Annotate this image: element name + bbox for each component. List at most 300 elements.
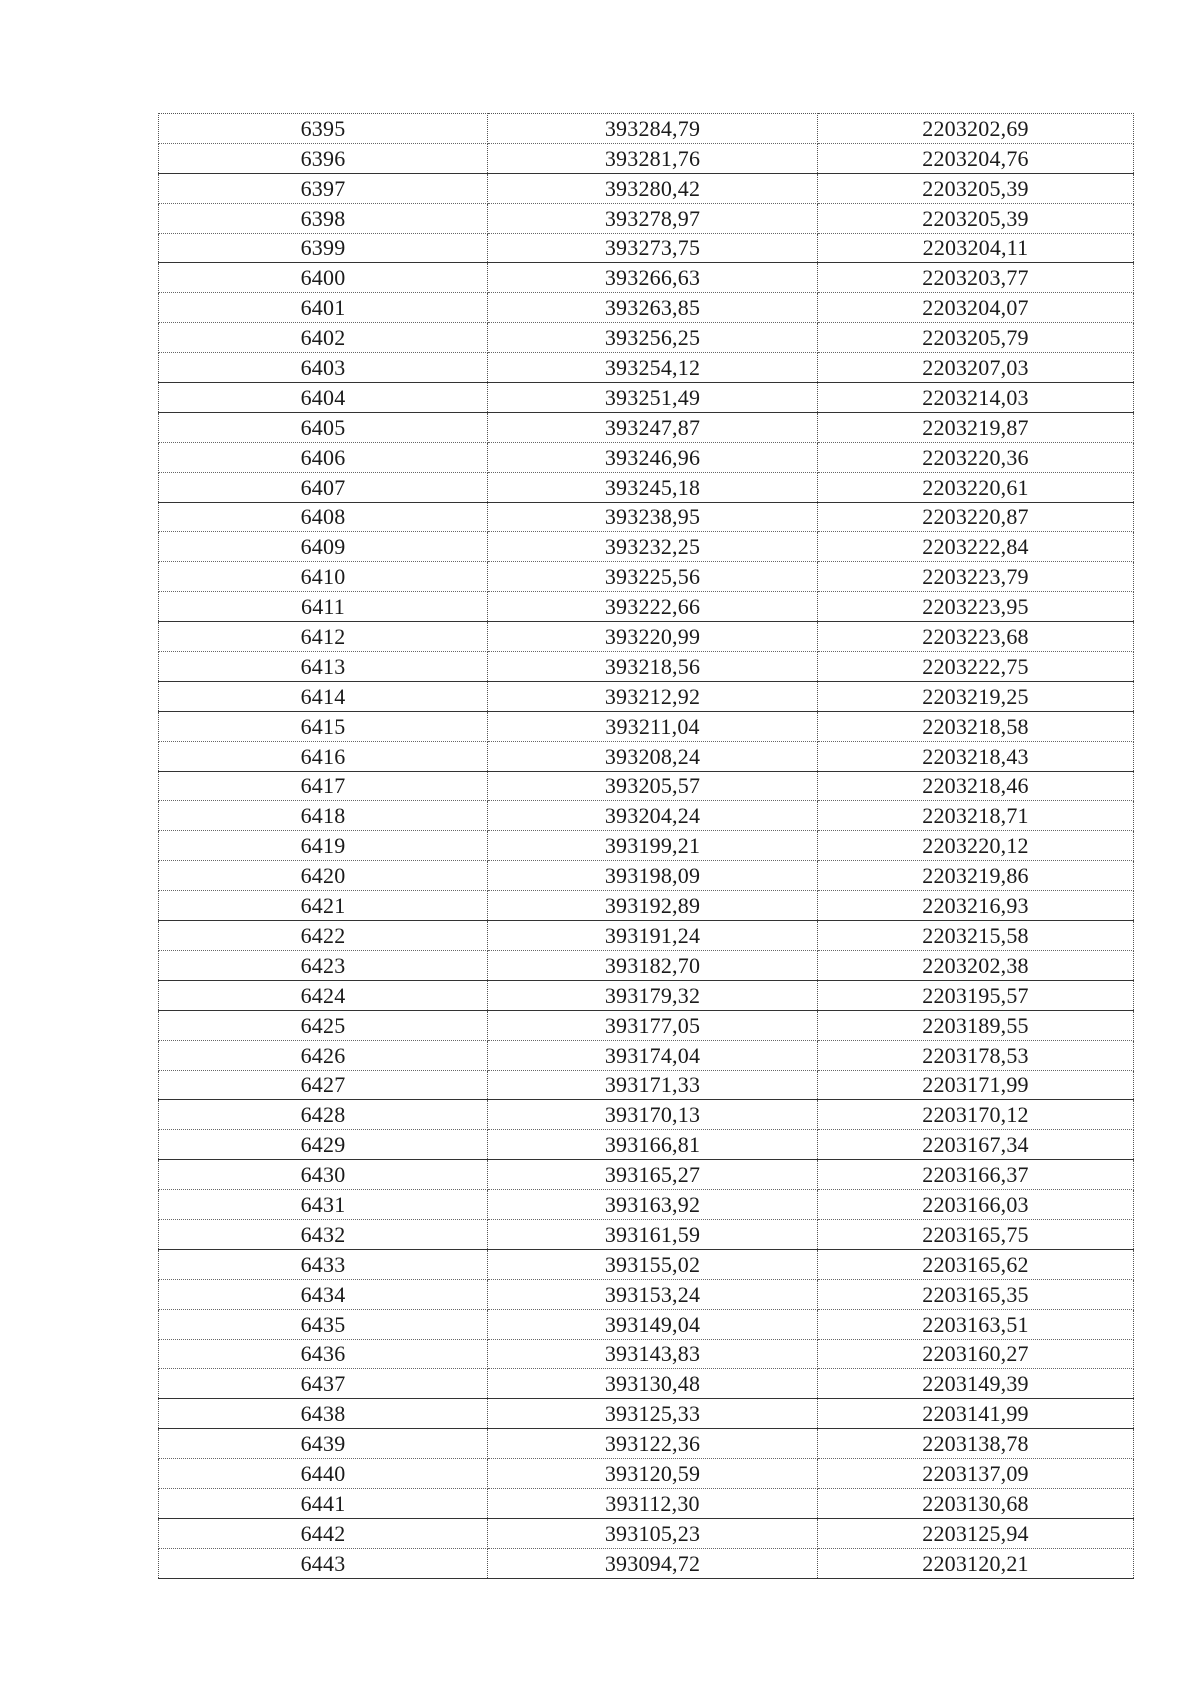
cell-text: 393256,25 xyxy=(604,325,701,351)
table-row xyxy=(159,1100,1134,1130)
table-row xyxy=(159,293,1134,323)
cell-text: 6400 xyxy=(300,265,346,291)
cell-text: 393166,81 xyxy=(604,1132,701,1158)
y-coordinate-cell xyxy=(818,1339,1134,1369)
y-coordinate-cell xyxy=(818,1160,1134,1190)
cell-text: 2203219,87 xyxy=(922,414,1029,440)
x-coordinate-cell xyxy=(488,233,818,263)
cell-text: 2203166,37 xyxy=(922,1162,1029,1188)
cell-text: 6427 xyxy=(300,1072,346,1098)
cell-text: 393122,36 xyxy=(604,1431,701,1457)
cell-text: 2203214,03 xyxy=(922,384,1029,410)
cell-text: 393281,76 xyxy=(604,145,701,171)
table-row xyxy=(159,1130,1134,1160)
x-coordinate-cell xyxy=(488,921,818,951)
y-coordinate-cell xyxy=(818,1100,1134,1130)
x-coordinate-cell xyxy=(488,263,818,293)
point-number-cell xyxy=(159,323,488,353)
table-row xyxy=(159,353,1134,383)
cell-text: 2203163,51 xyxy=(922,1311,1029,1337)
cell-text: 393280,42 xyxy=(604,175,701,201)
y-coordinate-cell xyxy=(818,203,1134,233)
cell-text: 2203160,27 xyxy=(922,1341,1029,1367)
cell-text: 6402 xyxy=(300,325,346,351)
cell-text: 6414 xyxy=(300,683,346,709)
x-coordinate-cell xyxy=(488,1399,818,1429)
cell-text: 2203218,58 xyxy=(922,713,1029,739)
table-row xyxy=(159,114,1134,144)
x-coordinate-cell xyxy=(488,1070,818,1100)
cell-text: 6405 xyxy=(300,414,346,440)
cell-text: 2203125,94 xyxy=(922,1520,1029,1546)
cell-text: 2203141,99 xyxy=(922,1401,1029,1427)
x-coordinate-cell xyxy=(488,891,818,921)
table-row xyxy=(159,502,1134,532)
x-coordinate-cell xyxy=(488,1249,818,1279)
y-coordinate-cell xyxy=(818,1040,1134,1070)
cell-text: 6436 xyxy=(300,1341,346,1367)
point-number-cell xyxy=(159,1399,488,1429)
y-coordinate-cell xyxy=(818,1190,1134,1220)
cell-text: 393205,57 xyxy=(604,773,701,799)
y-coordinate-cell xyxy=(818,532,1134,562)
point-number-cell xyxy=(159,233,488,263)
point-number-cell xyxy=(159,891,488,921)
cell-text: 393165,27 xyxy=(604,1162,701,1188)
cell-text: 393112,30 xyxy=(605,1490,700,1516)
point-number-cell xyxy=(159,1190,488,1220)
y-coordinate-cell xyxy=(818,442,1134,472)
cell-text: 2203170,12 xyxy=(922,1102,1029,1128)
cell-text: 2203205,79 xyxy=(922,325,1029,351)
y-coordinate-cell xyxy=(818,173,1134,203)
x-coordinate-cell xyxy=(488,1309,818,1339)
y-coordinate-cell xyxy=(818,711,1134,741)
cell-text: 393208,24 xyxy=(604,743,701,769)
cell-text: 6396 xyxy=(300,145,346,171)
cell-text: 6426 xyxy=(300,1042,346,1068)
cell-text: 393254,12 xyxy=(604,355,701,381)
cell-text: 393174,04 xyxy=(604,1042,701,1068)
table-row xyxy=(159,412,1134,442)
table-row xyxy=(159,143,1134,173)
cell-text: 6424 xyxy=(300,982,346,1008)
x-coordinate-cell xyxy=(488,472,818,502)
table-row xyxy=(159,1190,1134,1220)
x-coordinate-cell xyxy=(488,562,818,592)
cell-text: 6395 xyxy=(300,115,346,141)
y-coordinate-cell xyxy=(818,562,1134,592)
point-number-cell xyxy=(159,293,488,323)
cell-text: 393273,75 xyxy=(604,235,701,261)
x-coordinate-cell xyxy=(488,1488,818,1518)
cell-text: 2203220,87 xyxy=(922,504,1029,530)
y-coordinate-cell xyxy=(818,1459,1134,1489)
y-coordinate-cell xyxy=(818,861,1134,891)
point-number-cell xyxy=(159,831,488,861)
y-coordinate-cell xyxy=(818,1130,1134,1160)
cell-text: 393094,72 xyxy=(604,1550,701,1576)
x-coordinate-cell xyxy=(488,353,818,383)
point-number-cell xyxy=(159,622,488,652)
y-coordinate-cell xyxy=(818,1399,1134,1429)
point-number-cell xyxy=(159,173,488,203)
cell-text: 6435 xyxy=(300,1311,346,1337)
point-number-cell xyxy=(159,442,488,472)
y-coordinate-cell xyxy=(818,801,1134,831)
cell-text: 393198,09 xyxy=(604,863,701,889)
cell-text: 2203203,77 xyxy=(922,265,1029,291)
x-coordinate-cell xyxy=(488,532,818,562)
y-coordinate-cell xyxy=(818,681,1134,711)
table-row xyxy=(159,173,1134,203)
point-number-cell xyxy=(159,1040,488,1070)
cell-text: 6419 xyxy=(300,833,346,859)
x-coordinate-cell xyxy=(488,1429,818,1459)
cell-text: 393212,92 xyxy=(604,683,701,709)
point-number-cell xyxy=(159,114,488,144)
point-number-cell xyxy=(159,502,488,532)
cell-text: 2203223,79 xyxy=(922,564,1029,590)
x-coordinate-cell xyxy=(488,801,818,831)
cell-text: 6398 xyxy=(300,205,346,231)
table-row xyxy=(159,1219,1134,1249)
y-coordinate-cell xyxy=(818,1070,1134,1100)
point-number-cell xyxy=(159,1459,488,1489)
point-number-cell xyxy=(159,1100,488,1130)
table-row xyxy=(159,323,1134,353)
cell-text: 2203204,07 xyxy=(922,295,1029,321)
y-coordinate-cell xyxy=(818,1548,1134,1578)
table-row xyxy=(159,472,1134,502)
x-coordinate-cell xyxy=(488,592,818,622)
y-coordinate-cell xyxy=(818,1219,1134,1249)
point-number-cell xyxy=(159,1518,488,1548)
y-coordinate-cell xyxy=(818,1249,1134,1279)
point-number-cell xyxy=(159,562,488,592)
point-number-cell xyxy=(159,1279,488,1309)
cell-text: 6404 xyxy=(300,384,346,410)
x-coordinate-cell xyxy=(488,1459,818,1489)
point-number-cell xyxy=(159,592,488,622)
table-row xyxy=(159,233,1134,263)
cell-text: 2203202,38 xyxy=(922,952,1029,978)
table-row xyxy=(159,1309,1134,1339)
cell-text: 6440 xyxy=(300,1460,346,1486)
table-row xyxy=(159,1249,1134,1279)
point-number-cell xyxy=(159,1429,488,1459)
x-coordinate-cell xyxy=(488,203,818,233)
table-row xyxy=(159,562,1134,592)
cell-text: 393251,49 xyxy=(604,384,701,410)
point-number-cell xyxy=(159,1309,488,1339)
point-number-cell xyxy=(159,1160,488,1190)
cell-text: 393153,24 xyxy=(604,1281,701,1307)
cell-text: 6406 xyxy=(300,444,346,470)
cell-text: 6416 xyxy=(300,743,346,769)
coordinates-table-body xyxy=(159,114,1134,1579)
table-row xyxy=(159,1459,1134,1489)
point-number-cell xyxy=(159,950,488,980)
cell-text: 6430 xyxy=(300,1162,346,1188)
cell-text: 2203223,95 xyxy=(922,594,1029,620)
cell-text: 6423 xyxy=(300,952,346,978)
cell-text: 393266,63 xyxy=(604,265,701,291)
table-row xyxy=(159,891,1134,921)
cell-text: 6437 xyxy=(300,1371,346,1397)
cell-text: 2203167,34 xyxy=(922,1132,1029,1158)
x-coordinate-cell xyxy=(488,442,818,472)
cell-text: 2203171,99 xyxy=(922,1072,1029,1098)
x-coordinate-cell xyxy=(488,143,818,173)
y-coordinate-cell xyxy=(818,1488,1134,1518)
y-coordinate-cell xyxy=(818,293,1134,323)
cell-text: 393155,02 xyxy=(604,1251,701,1277)
y-coordinate-cell xyxy=(818,1518,1134,1548)
cell-text: 2203218,43 xyxy=(922,743,1029,769)
point-number-cell xyxy=(159,1130,488,1160)
point-number-cell xyxy=(159,1339,488,1369)
cell-text: 393245,18 xyxy=(604,474,701,500)
y-coordinate-cell xyxy=(818,741,1134,771)
x-coordinate-cell xyxy=(488,831,818,861)
table-row xyxy=(159,921,1134,951)
cell-text: 2203223,68 xyxy=(922,624,1029,650)
cell-text: 2203219,86 xyxy=(922,863,1029,889)
cell-text: 6441 xyxy=(300,1490,346,1516)
x-coordinate-cell xyxy=(488,622,818,652)
cell-text: 6408 xyxy=(300,504,346,530)
cell-text: 2203218,46 xyxy=(922,773,1029,799)
table-row xyxy=(159,652,1134,682)
cell-text: 2203166,03 xyxy=(922,1191,1029,1217)
x-coordinate-cell xyxy=(488,950,818,980)
cell-text: 2203137,09 xyxy=(922,1460,1029,1486)
coordinates-table xyxy=(158,113,1134,1579)
point-number-cell xyxy=(159,741,488,771)
y-coordinate-cell xyxy=(818,233,1134,263)
x-coordinate-cell xyxy=(488,1010,818,1040)
x-coordinate-cell xyxy=(488,1190,818,1220)
cell-text: 393182,70 xyxy=(604,952,701,978)
cell-text: 6425 xyxy=(300,1012,346,1038)
x-coordinate-cell xyxy=(488,711,818,741)
table-row xyxy=(159,950,1134,980)
cell-text: 6417 xyxy=(300,773,346,799)
cell-text: 393105,23 xyxy=(604,1520,701,1546)
cell-text: 2203204,76 xyxy=(922,145,1029,171)
x-coordinate-cell xyxy=(488,383,818,413)
y-coordinate-cell xyxy=(818,1429,1134,1459)
cell-text: 2203189,55 xyxy=(922,1012,1029,1038)
cell-text: 2203215,58 xyxy=(922,922,1029,948)
point-number-cell xyxy=(159,412,488,442)
cell-text: 6399 xyxy=(300,235,346,261)
point-number-cell xyxy=(159,353,488,383)
y-coordinate-cell xyxy=(818,1309,1134,1339)
table-row xyxy=(159,1010,1134,1040)
cell-text: 6407 xyxy=(300,474,346,500)
table-row xyxy=(159,622,1134,652)
cell-text: 6418 xyxy=(300,803,346,829)
y-coordinate-cell xyxy=(818,383,1134,413)
x-coordinate-cell xyxy=(488,1130,818,1160)
point-number-cell xyxy=(159,681,488,711)
cell-text: 6428 xyxy=(300,1102,346,1128)
table-row xyxy=(159,592,1134,622)
y-coordinate-cell xyxy=(818,652,1134,682)
point-number-cell xyxy=(159,1249,488,1279)
cell-text: 393263,85 xyxy=(604,295,701,321)
y-coordinate-cell xyxy=(818,114,1134,144)
cell-text: 2203165,35 xyxy=(922,1281,1029,1307)
cell-text: 2203205,39 xyxy=(922,205,1029,231)
point-number-cell xyxy=(159,921,488,951)
cell-text: 6415 xyxy=(300,713,346,739)
point-number-cell xyxy=(159,771,488,801)
cell-text: 6442 xyxy=(300,1520,346,1546)
table-row xyxy=(159,1429,1134,1459)
cell-text: 393161,59 xyxy=(604,1221,701,1247)
cell-text: 393246,96 xyxy=(604,444,701,470)
table-row xyxy=(159,263,1134,293)
y-coordinate-cell xyxy=(818,263,1134,293)
y-coordinate-cell xyxy=(818,1010,1134,1040)
cell-text: 6421 xyxy=(300,893,346,919)
cell-text: 2203149,39 xyxy=(922,1371,1029,1397)
cell-text: 2203138,78 xyxy=(922,1431,1029,1457)
point-number-cell xyxy=(159,1548,488,1578)
cell-text: 393220,99 xyxy=(604,624,701,650)
y-coordinate-cell xyxy=(818,891,1134,921)
table-row xyxy=(159,861,1134,891)
y-coordinate-cell xyxy=(818,412,1134,442)
cell-text: 6438 xyxy=(300,1401,346,1427)
cell-text: 6434 xyxy=(300,1281,346,1307)
cell-text: 6431 xyxy=(300,1191,346,1217)
table-row xyxy=(159,1548,1134,1578)
table-row xyxy=(159,1070,1134,1100)
x-coordinate-cell xyxy=(488,1339,818,1369)
cell-text: 393143,83 xyxy=(604,1341,701,1367)
y-coordinate-cell xyxy=(818,1369,1134,1399)
x-coordinate-cell xyxy=(488,293,818,323)
table-row xyxy=(159,711,1134,741)
cell-text: 393222,66 xyxy=(604,594,701,620)
cell-text: 2203222,84 xyxy=(922,534,1029,560)
cell-text: 393225,56 xyxy=(604,564,701,590)
point-number-cell xyxy=(159,1070,488,1100)
x-coordinate-cell xyxy=(488,1100,818,1130)
cell-text: 6433 xyxy=(300,1251,346,1277)
table-row xyxy=(159,442,1134,472)
table-row xyxy=(159,532,1134,562)
cell-text: 393170,13 xyxy=(604,1102,701,1128)
cell-text: 393211,04 xyxy=(605,713,700,739)
point-number-cell xyxy=(159,532,488,562)
x-coordinate-cell xyxy=(488,681,818,711)
y-coordinate-cell xyxy=(818,921,1134,951)
cell-text: 393130,48 xyxy=(604,1371,701,1397)
table-row xyxy=(159,980,1134,1010)
cell-text: 393218,56 xyxy=(604,653,701,679)
point-number-cell xyxy=(159,711,488,741)
x-coordinate-cell xyxy=(488,323,818,353)
cell-text: 6412 xyxy=(300,624,346,650)
point-number-cell xyxy=(159,980,488,1010)
cell-text: 2203195,57 xyxy=(922,982,1029,1008)
y-coordinate-cell xyxy=(818,502,1134,532)
cell-text: 393125,33 xyxy=(604,1401,701,1427)
x-coordinate-cell xyxy=(488,1160,818,1190)
x-coordinate-cell xyxy=(488,771,818,801)
cell-text: 2203218,71 xyxy=(922,803,1029,829)
x-coordinate-cell xyxy=(488,412,818,442)
table-row xyxy=(159,741,1134,771)
table-row xyxy=(159,203,1134,233)
cell-text: 393149,04 xyxy=(604,1311,701,1337)
cell-text: 6401 xyxy=(300,295,346,321)
point-number-cell xyxy=(159,263,488,293)
cell-text: 2203220,61 xyxy=(922,474,1029,500)
point-number-cell xyxy=(159,1219,488,1249)
cell-text: 6411 xyxy=(301,594,345,620)
table-row xyxy=(159,1369,1134,1399)
x-coordinate-cell xyxy=(488,1369,818,1399)
x-coordinate-cell xyxy=(488,114,818,144)
table-row xyxy=(159,1160,1134,1190)
point-number-cell xyxy=(159,801,488,831)
cell-text: 393204,24 xyxy=(604,803,701,829)
point-number-cell xyxy=(159,1488,488,1518)
cell-text: 393179,32 xyxy=(604,982,701,1008)
cell-text: 6432 xyxy=(300,1221,346,1247)
cell-text: 393177,05 xyxy=(604,1012,701,1038)
cell-text: 393238,95 xyxy=(604,504,701,530)
point-number-cell xyxy=(159,1010,488,1040)
cell-text: 393171,33 xyxy=(604,1072,701,1098)
y-coordinate-cell xyxy=(818,622,1134,652)
x-coordinate-cell xyxy=(488,1219,818,1249)
table-row xyxy=(159,771,1134,801)
point-number-cell xyxy=(159,472,488,502)
table-row xyxy=(159,1279,1134,1309)
y-coordinate-cell xyxy=(818,1279,1134,1309)
cell-text: 6413 xyxy=(300,653,346,679)
cell-text: 6410 xyxy=(300,564,346,590)
y-coordinate-cell xyxy=(818,472,1134,502)
cell-text: 2203202,69 xyxy=(922,115,1029,141)
table-row xyxy=(159,1488,1134,1518)
cell-text: 393278,97 xyxy=(604,205,701,231)
y-coordinate-cell xyxy=(818,143,1134,173)
cell-text: 2203165,75 xyxy=(922,1221,1029,1247)
cell-text: 6397 xyxy=(300,175,346,201)
x-coordinate-cell xyxy=(488,1040,818,1070)
y-coordinate-cell xyxy=(818,592,1134,622)
cell-text: 2203207,03 xyxy=(922,355,1029,381)
cell-text: 2203204,11 xyxy=(922,235,1029,261)
cell-text: 393120,59 xyxy=(604,1460,701,1486)
cell-text: 2203216,93 xyxy=(922,893,1029,919)
table-row xyxy=(159,801,1134,831)
cell-text: 6443 xyxy=(300,1550,346,1576)
table-row xyxy=(159,1040,1134,1070)
cell-text: 393247,87 xyxy=(604,414,701,440)
cell-text: 393284,79 xyxy=(604,115,701,141)
table-row xyxy=(159,383,1134,413)
point-number-cell xyxy=(159,383,488,413)
